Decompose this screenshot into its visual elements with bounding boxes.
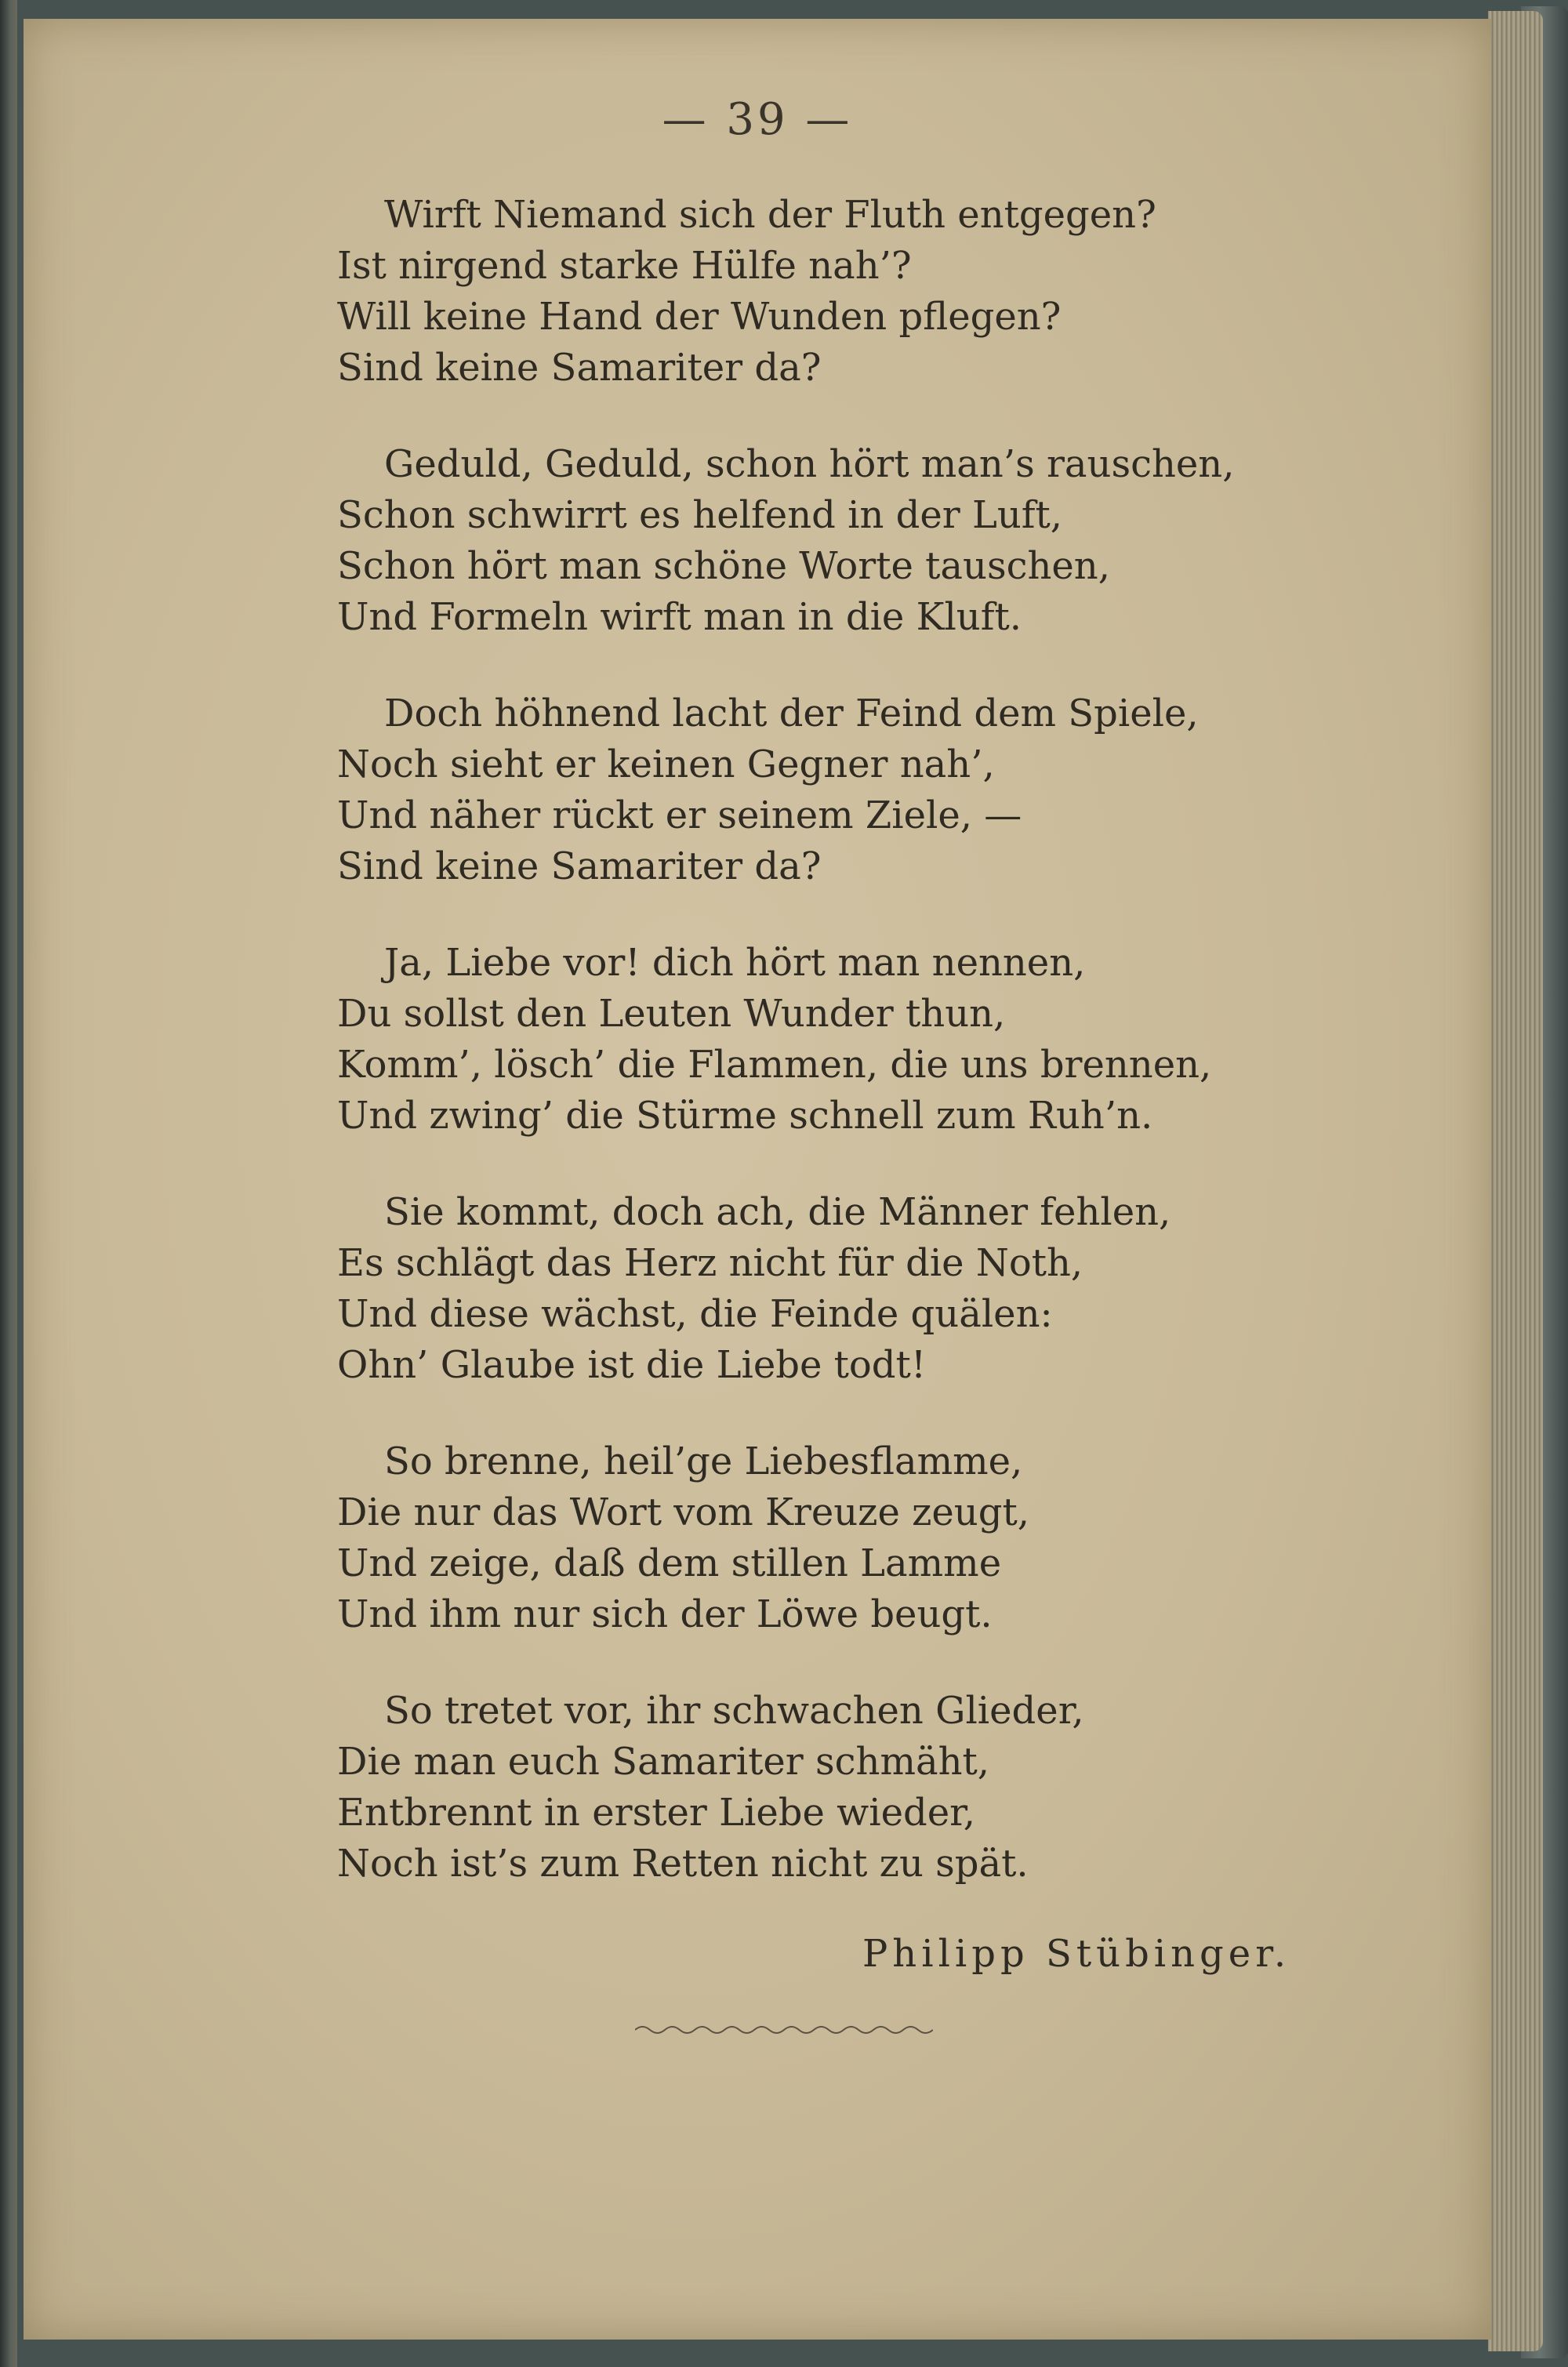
poem-line: Geduld, Geduld, schon hört man’s rauschen, — [384, 442, 1235, 486]
poem-line: Du sollst den Leuten Wunder thun, — [337, 992, 1006, 1036]
page-number: — 39 — — [662, 94, 853, 145]
poem-author: Philipp Stübinger. — [862, 1932, 1291, 1976]
poem-line: Schon hört man schöne Worte tauschen, — [337, 544, 1110, 588]
closing-ornament — [635, 2022, 933, 2038]
stanza — [337, 1436, 1388, 1640]
poem-line: So tretet vor, ihr schwachen Glieder, — [384, 1689, 1084, 1733]
page-stack-edge — [1488, 11, 1543, 2351]
poem-line: Entbrennt in erster Liebe wieder, — [337, 1791, 976, 1835]
poem-line: Und zeige, daß dem stillen Lamme — [337, 1541, 1002, 1585]
stanza — [337, 1686, 1388, 1890]
poem-line: Die nur das Wort vom Kreuze zeugt, — [337, 1490, 1029, 1534]
poem-line: Sind keine Samariter da? — [337, 346, 822, 390]
poem-line: Komm’, lösch’ die Flammen, die uns brennen, — [337, 1043, 1212, 1087]
poem-line: Die man euch Samariter schmäht, — [337, 1740, 990, 1784]
stanza — [337, 938, 1388, 1142]
poem-line: Noch ist’s zum Retten nicht zu spät. — [337, 1842, 1029, 1886]
poem-line: Noch sieht er keinen Gegner nah’, — [337, 742, 995, 786]
book-page — [24, 19, 1491, 2340]
poem-line: Es schlägt das Herz nicht für die Noth, — [337, 1241, 1083, 1285]
wavy-rule — [635, 2027, 933, 2033]
poem-line: Will keine Hand der Wunden pflegen? — [337, 295, 1062, 339]
poem-line: Ohn’ Glaube ist die Liebe todt! — [337, 1343, 927, 1387]
poem-line: Und zwing’ die Stürme schnell zum Ruh’n. — [337, 1094, 1153, 1138]
poem-line: Und Formeln wirft man in die Kluft. — [337, 595, 1022, 639]
poem-line: Ist nirgend starke Hülfe nah’? — [337, 244, 912, 288]
poem-line: Und näher rückt er seinem Ziele, — — [337, 793, 1022, 837]
poem-line: Und diese wächst, die Feinde quälen: — [337, 1292, 1053, 1336]
poem-line: Und ihm nur sich der Löwe beugt. — [337, 1592, 993, 1636]
poem-line: Wirft Niemand sich der Fluth entgegen? — [384, 193, 1156, 237]
stanza — [337, 190, 1388, 394]
poem-line: Ja, Liebe vor! dich hört man nennen, — [384, 941, 1086, 985]
poem-line: Sind keine Samariter da? — [337, 844, 822, 888]
stanza — [337, 688, 1388, 892]
poem — [337, 190, 1388, 1935]
left-page-edge — [0, 0, 17, 2367]
stanza — [337, 439, 1388, 643]
stanza — [337, 1187, 1388, 1391]
poem-line: Sie kommt, doch ach, die Männer fehlen, — [384, 1190, 1171, 1234]
poem-line: Doch höhnend lacht der Feind dem Spiele, — [384, 692, 1199, 735]
poem-line: So brenne, heil’ge Liebesflamme, — [384, 1439, 1023, 1483]
poem-line: Schon schwirrt es helfend in der Luft, — [337, 493, 1063, 537]
